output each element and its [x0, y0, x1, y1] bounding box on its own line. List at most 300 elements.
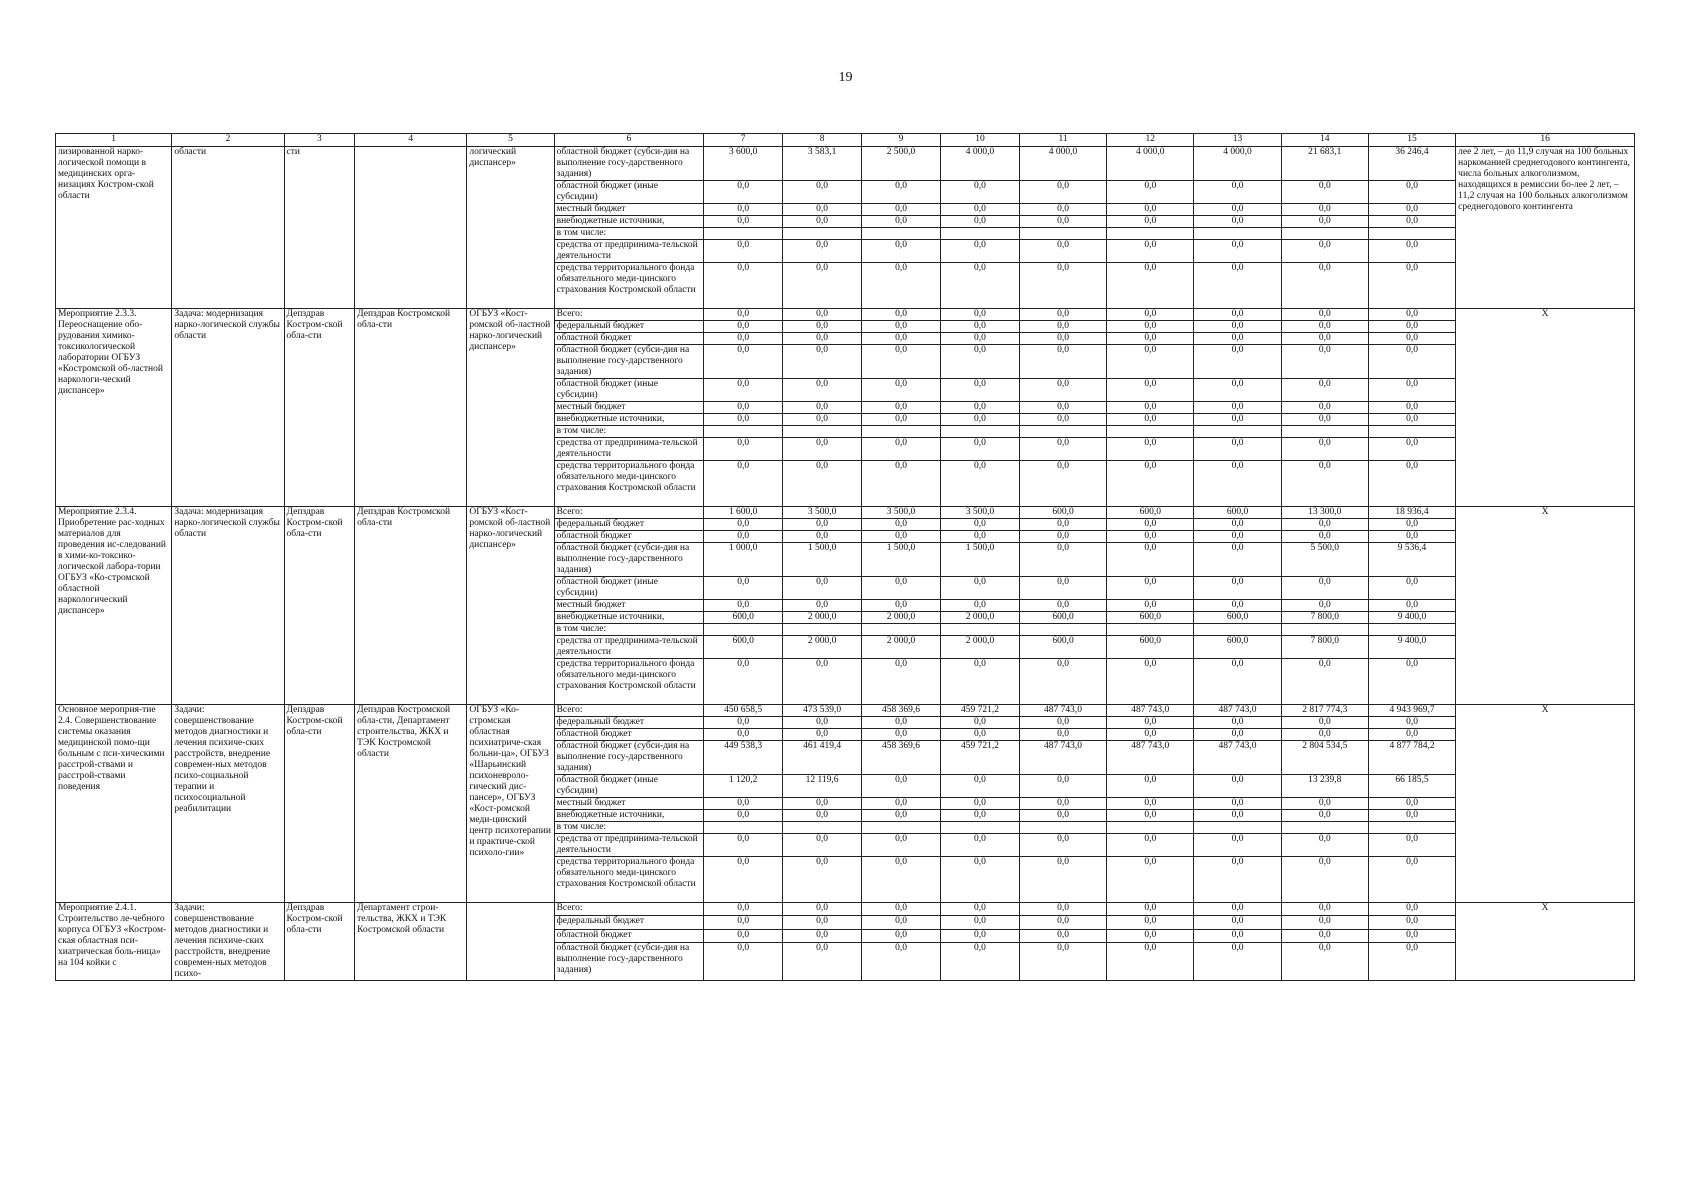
- amount-cell: 0,0: [940, 309, 1019, 321]
- amount-cell: 0,0: [1194, 402, 1281, 414]
- amount-cell: 0,0: [1368, 204, 1455, 216]
- amount-cell: 2 000,0: [940, 612, 1019, 624]
- amount-cell: [1107, 822, 1194, 834]
- cell-c3: сти: [284, 147, 355, 309]
- amount-cell: 0,0: [783, 717, 862, 729]
- amount-cell: 0,0: [940, 857, 1019, 903]
- amount-cell: [1107, 228, 1194, 240]
- amount-cell: 0,0: [1281, 798, 1368, 810]
- amount-cell: 0,0: [1107, 181, 1194, 204]
- amount-cell: 0,0: [1281, 943, 1368, 981]
- amount-cell: 0,0: [1281, 729, 1368, 741]
- amount-cell: 4 000,0: [1107, 147, 1194, 181]
- amount-cell: 0,0: [940, 775, 1019, 798]
- amount-cell: 0,0: [1107, 321, 1194, 333]
- amount-cell: 0,0: [1019, 857, 1106, 903]
- amount-cell: 0,0: [1194, 414, 1281, 426]
- funding-source-label: местный бюджет: [554, 402, 704, 414]
- amount-cell: 600,0: [1019, 636, 1106, 659]
- expected-result-cell: X: [1456, 507, 1635, 705]
- column-number-header: 13: [1194, 134, 1281, 147]
- amount-cell: 0,0: [783, 810, 862, 822]
- expected-result-cell: X: [1456, 903, 1635, 981]
- amount-cell: 0,0: [1019, 531, 1106, 543]
- amount-cell: [1107, 426, 1194, 438]
- amount-cell: 0,0: [1368, 216, 1455, 228]
- amount-cell: 0,0: [1281, 577, 1368, 600]
- amount-cell: 0,0: [940, 600, 1019, 612]
- amount-cell: [1019, 624, 1106, 636]
- amount-cell: 0,0: [1107, 240, 1194, 263]
- column-number-header: 6: [554, 134, 704, 147]
- amount-cell: 0,0: [1368, 834, 1455, 857]
- amount-cell: 0,0: [783, 204, 862, 216]
- amount-cell: 0,0: [704, 519, 783, 531]
- amount-cell: 0,0: [1107, 943, 1194, 981]
- funding-source-label: средства территориального фонда обязательного меди-цинского страхования Костромской области: [554, 461, 704, 507]
- amount-cell: 0,0: [783, 577, 862, 600]
- amount-cell: 600,0: [1194, 636, 1281, 659]
- funding-source-label: областной бюджет: [554, 929, 704, 942]
- column-number-header: 1: [56, 134, 172, 147]
- table-row: [56, 147, 1635, 181]
- amount-cell: 2 000,0: [783, 612, 862, 624]
- amount-cell: 0,0: [1194, 531, 1281, 543]
- amount-cell: 0,0: [1194, 600, 1281, 612]
- funding-source-label: Всего:: [554, 903, 704, 916]
- amount-cell: 0,0: [1019, 775, 1106, 798]
- expected-result-cell: X: [1456, 309, 1635, 507]
- amount-cell: 600,0: [1194, 507, 1281, 519]
- column-number-header: 10: [940, 134, 1019, 147]
- amount-cell: 0,0: [940, 345, 1019, 379]
- funding-source-label: областной бюджет (субси-дия на выполнение госу-дарственного задания): [554, 147, 704, 181]
- amount-cell: 0,0: [1107, 461, 1194, 507]
- amount-cell: 0,0: [1194, 659, 1281, 705]
- column-number-header: 12: [1107, 134, 1194, 147]
- amount-cell: 0,0: [783, 402, 862, 414]
- amount-cell: 0,0: [704, 379, 783, 402]
- amount-cell: 0,0: [1368, 461, 1455, 507]
- column-number-header: 3: [284, 134, 355, 147]
- amount-cell: 0,0: [783, 379, 862, 402]
- amount-cell: 0,0: [1194, 309, 1281, 321]
- cell-c5: ОГБУЗ «Кост-ромской об-ластной нарко-логический диспансер»: [467, 507, 554, 705]
- amount-cell: [704, 822, 783, 834]
- amount-cell: 0,0: [783, 659, 862, 705]
- table-row: [56, 507, 1635, 519]
- funding-source-label: Всего:: [554, 705, 704, 717]
- funding-source-label: внебюджетные источники,: [554, 612, 704, 624]
- amount-cell: 0,0: [940, 717, 1019, 729]
- amount-cell: 0,0: [1368, 659, 1455, 705]
- amount-cell: 1 500,0: [862, 543, 941, 577]
- amount-cell: 0,0: [1368, 402, 1455, 414]
- amount-cell: 0,0: [862, 903, 941, 916]
- amount-cell: [940, 228, 1019, 240]
- cell-c2: Задача: модернизация нарко-логической службы области: [172, 309, 284, 507]
- funding-source-label: в том числе:: [554, 624, 704, 636]
- cell-c1: Мероприятие 2.3.3. Переоснащение обо-рудования химико-токсикологической лаборатории ОГБУЗ «Костромской об-ластной наркологи-ческий диспансер»: [56, 309, 172, 507]
- amount-cell: 0,0: [1368, 345, 1455, 379]
- amount-cell: 0,0: [940, 577, 1019, 600]
- amount-cell: 0,0: [1281, 717, 1368, 729]
- amount-cell: 0,0: [862, 181, 941, 204]
- amount-cell: 0,0: [862, 263, 941, 309]
- cell-c1: Основное мероприя-тие 2.4. Совершенствование системы оказания медицинской помо-щи больным с пси-хическими расстрой-ствами и расстрой-ствами поведения: [56, 705, 172, 903]
- amount-cell: 0,0: [1107, 204, 1194, 216]
- amount-cell: 0,0: [1281, 240, 1368, 263]
- amount-cell: 0,0: [940, 204, 1019, 216]
- amount-cell: 0,0: [1281, 929, 1368, 942]
- amount-cell: 0,0: [704, 181, 783, 204]
- program-funding-table: [55, 133, 1635, 981]
- amount-cell: 0,0: [1368, 438, 1455, 461]
- amount-cell: 0,0: [940, 379, 1019, 402]
- amount-cell: 0,0: [1368, 321, 1455, 333]
- amount-cell: [1368, 624, 1455, 636]
- amount-cell: 0,0: [862, 729, 941, 741]
- amount-cell: 0,0: [1194, 181, 1281, 204]
- amount-cell: 0,0: [940, 461, 1019, 507]
- amount-cell: 0,0: [1107, 543, 1194, 577]
- amount-cell: 0,0: [783, 531, 862, 543]
- amount-cell: 0,0: [1368, 519, 1455, 531]
- amount-cell: 0,0: [940, 414, 1019, 426]
- column-number-header: 15: [1368, 134, 1455, 147]
- amount-cell: 0,0: [940, 916, 1019, 929]
- cell-c2: области: [172, 147, 284, 309]
- funding-source-label: областной бюджет (субси-дия на выполнение госу-дарственного задания): [554, 741, 704, 775]
- amount-cell: 0,0: [1281, 461, 1368, 507]
- amount-cell: 0,0: [1194, 461, 1281, 507]
- amount-cell: 0,0: [1107, 798, 1194, 810]
- amount-cell: [1281, 426, 1368, 438]
- amount-cell: [940, 426, 1019, 438]
- amount-cell: 0,0: [862, 309, 941, 321]
- amount-cell: 0,0: [1194, 903, 1281, 916]
- amount-cell: 0,0: [783, 729, 862, 741]
- cell-c2: Задачи: совершенствование методов диагностики и лечения психиче-ских расстройств, внедрение современ-ных методов психо-социальной терапии и психосоциальной реабилитации: [172, 705, 284, 903]
- amount-cell: 0,0: [1368, 916, 1455, 929]
- amount-cell: 0,0: [783, 216, 862, 228]
- amount-cell: 0,0: [940, 321, 1019, 333]
- amount-cell: 0,0: [783, 798, 862, 810]
- amount-cell: 0,0: [783, 263, 862, 309]
- amount-cell: 0,0: [940, 240, 1019, 263]
- amount-cell: 0,0: [1281, 916, 1368, 929]
- amount-cell: 0,0: [1194, 321, 1281, 333]
- amount-cell: 487 743,0: [1194, 705, 1281, 717]
- amount-cell: 0,0: [1368, 798, 1455, 810]
- amount-cell: 0,0: [1368, 857, 1455, 903]
- amount-cell: 7 800,0: [1281, 612, 1368, 624]
- amount-cell: 0,0: [1281, 379, 1368, 402]
- amount-cell: 4 000,0: [1194, 147, 1281, 181]
- amount-cell: 0,0: [783, 834, 862, 857]
- amount-cell: 0,0: [1107, 903, 1194, 916]
- amount-cell: 0,0: [1019, 810, 1106, 822]
- amount-cell: 0,0: [1107, 379, 1194, 402]
- funding-source-label: областной бюджет: [554, 729, 704, 741]
- cell-c4: Депздрав Костромской обла-сти, Департамент строительства, ЖКХ и ТЭК Костромской области: [355, 705, 467, 903]
- amount-cell: 0,0: [1107, 775, 1194, 798]
- amount-cell: 0,0: [783, 600, 862, 612]
- amount-cell: 0,0: [1107, 834, 1194, 857]
- column-number-row: [56, 134, 1635, 147]
- amount-cell: 3 583,1: [783, 147, 862, 181]
- amount-cell: 1 000,0: [704, 543, 783, 577]
- amount-cell: 0,0: [1019, 461, 1106, 507]
- amount-cell: 0,0: [1107, 531, 1194, 543]
- amount-cell: 0,0: [704, 333, 783, 345]
- cell-c3: Депздрав Костром-ской обла-сти: [284, 507, 355, 705]
- table-row: [56, 309, 1635, 321]
- amount-cell: [940, 822, 1019, 834]
- amount-cell: 0,0: [1281, 204, 1368, 216]
- amount-cell: 3 500,0: [783, 507, 862, 519]
- amount-cell: 0,0: [1281, 438, 1368, 461]
- amount-cell: 459 721,2: [940, 705, 1019, 717]
- amount-cell: 0,0: [704, 216, 783, 228]
- amount-cell: 0,0: [1194, 729, 1281, 741]
- amount-cell: 0,0: [1281, 857, 1368, 903]
- funding-source-label: областной бюджет (иные субсидии): [554, 379, 704, 402]
- amount-cell: 0,0: [1019, 438, 1106, 461]
- amount-cell: 0,0: [1194, 798, 1281, 810]
- funding-source-label: средства территориального фонда обязательного меди-цинского страхования Костромской области: [554, 857, 704, 903]
- cell-c4: Департамент строи-тельства, ЖКХ и ТЭК Костромской области: [355, 903, 467, 981]
- funding-source-label: областной бюджет (иные субсидии): [554, 181, 704, 204]
- amount-cell: 0,0: [862, 916, 941, 929]
- amount-cell: 0,0: [704, 263, 783, 309]
- cell-c3: Депздрав Костром-ской обла-сти: [284, 705, 355, 903]
- amount-cell: 0,0: [862, 204, 941, 216]
- amount-cell: 2 500,0: [862, 147, 941, 181]
- amount-cell: 0,0: [940, 834, 1019, 857]
- amount-cell: 0,0: [1019, 600, 1106, 612]
- amount-cell: 1 500,0: [940, 543, 1019, 577]
- amount-cell: 0,0: [704, 717, 783, 729]
- amount-cell: 5 500,0: [1281, 543, 1368, 577]
- amount-cell: 0,0: [1019, 181, 1106, 204]
- amount-cell: [862, 228, 941, 240]
- column-number-header: 8: [783, 134, 862, 147]
- amount-cell: 0,0: [1019, 414, 1106, 426]
- amount-cell: [704, 426, 783, 438]
- amount-cell: 0,0: [1281, 181, 1368, 204]
- amount-cell: 2 000,0: [783, 636, 862, 659]
- amount-cell: 0,0: [940, 903, 1019, 916]
- amount-cell: 0,0: [940, 798, 1019, 810]
- amount-cell: 0,0: [1107, 810, 1194, 822]
- funding-source-label: средства территориального фонда обязательного меди-цинского страхования Костромской области: [554, 263, 704, 309]
- amount-cell: 0,0: [1281, 216, 1368, 228]
- amount-cell: 0,0: [704, 810, 783, 822]
- amount-cell: 0,0: [1194, 438, 1281, 461]
- amount-cell: 600,0: [1194, 612, 1281, 624]
- amount-cell: 0,0: [1281, 810, 1368, 822]
- amount-cell: 0,0: [704, 321, 783, 333]
- funding-source-label: внебюджетные источники,: [554, 216, 704, 228]
- amount-cell: 0,0: [940, 333, 1019, 345]
- amount-cell: 0,0: [1019, 577, 1106, 600]
- amount-cell: 0,0: [1368, 729, 1455, 741]
- funding-source-label: областной бюджет (иные субсидии): [554, 775, 704, 798]
- funding-source-label: местный бюджет: [554, 204, 704, 216]
- amount-cell: 0,0: [1368, 181, 1455, 204]
- amount-cell: 0,0: [783, 240, 862, 263]
- funding-source-label: средства территориального фонда обязательного меди-цинского страхования Костромской области: [554, 659, 704, 705]
- amount-cell: 0,0: [1281, 519, 1368, 531]
- amount-cell: 0,0: [783, 519, 862, 531]
- amount-cell: 0,0: [1019, 402, 1106, 414]
- amount-cell: [1107, 624, 1194, 636]
- amount-cell: 0,0: [1019, 729, 1106, 741]
- amount-cell: 0,0: [862, 834, 941, 857]
- amount-cell: 13 239,8: [1281, 775, 1368, 798]
- amount-cell: 0,0: [1019, 333, 1106, 345]
- amount-cell: [1194, 228, 1281, 240]
- amount-cell: 0,0: [1281, 903, 1368, 916]
- amount-cell: 0,0: [1194, 775, 1281, 798]
- amount-cell: 0,0: [783, 903, 862, 916]
- amount-cell: 0,0: [862, 775, 941, 798]
- amount-cell: 0,0: [862, 600, 941, 612]
- page-number: 19: [838, 70, 853, 85]
- amount-cell: 0,0: [1019, 309, 1106, 321]
- funding-source-label: внебюджетные источники,: [554, 810, 704, 822]
- amount-cell: 0,0: [1194, 379, 1281, 402]
- amount-cell: 0,0: [1194, 240, 1281, 263]
- amount-cell: 0,0: [1107, 345, 1194, 379]
- amount-cell: 0,0: [1194, 543, 1281, 577]
- amount-cell: [1281, 822, 1368, 834]
- amount-cell: [1368, 426, 1455, 438]
- amount-cell: 0,0: [1019, 379, 1106, 402]
- amount-cell: 0,0: [862, 333, 941, 345]
- amount-cell: 0,0: [704, 414, 783, 426]
- amount-cell: 0,0: [1368, 600, 1455, 612]
- amount-cell: 0,0: [940, 438, 1019, 461]
- amount-cell: 0,0: [940, 810, 1019, 822]
- amount-cell: 9 400,0: [1368, 636, 1455, 659]
- amount-cell: 0,0: [862, 240, 941, 263]
- column-number-header: 16: [1456, 134, 1635, 147]
- amount-cell: 0,0: [862, 379, 941, 402]
- amount-cell: [1368, 228, 1455, 240]
- amount-cell: 458 369,6: [862, 741, 941, 775]
- amount-cell: 0,0: [783, 929, 862, 942]
- amount-cell: 0,0: [1194, 717, 1281, 729]
- cell-c2: Задачи: совершенствование методов диагностики и лечения психиче-ских расстройств, внедрение современ-ных методов психо-: [172, 903, 284, 981]
- amount-cell: 0,0: [1368, 240, 1455, 263]
- amount-cell: 0,0: [1019, 519, 1106, 531]
- amount-cell: 2 000,0: [940, 636, 1019, 659]
- amount-cell: 0,0: [704, 461, 783, 507]
- amount-cell: 0,0: [862, 321, 941, 333]
- amount-cell: 0,0: [704, 659, 783, 705]
- amount-cell: 487 743,0: [1107, 741, 1194, 775]
- amount-cell: 0,0: [862, 577, 941, 600]
- amount-cell: 0,0: [1368, 929, 1455, 942]
- amount-cell: [783, 228, 862, 240]
- amount-cell: 600,0: [704, 636, 783, 659]
- amount-cell: 0,0: [1019, 717, 1106, 729]
- cell-c2: Задача: модернизация нарко-логической службы области: [172, 507, 284, 705]
- cell-c3: Депздрав Костром-ской обла-сти: [284, 903, 355, 981]
- amount-cell: 0,0: [704, 531, 783, 543]
- amount-cell: 461 419,4: [783, 741, 862, 775]
- amount-cell: 4 000,0: [940, 147, 1019, 181]
- table-row: [56, 705, 1635, 717]
- amount-cell: 0,0: [1019, 543, 1106, 577]
- funding-source-label: средства от предпринима-тельской деятельности: [554, 834, 704, 857]
- amount-cell: 0,0: [783, 461, 862, 507]
- amount-cell: 600,0: [704, 612, 783, 624]
- amount-cell: [1194, 426, 1281, 438]
- amount-cell: 0,0: [862, 717, 941, 729]
- cell-c3: Депздрав Костром-ской обла-сти: [284, 309, 355, 507]
- amount-cell: 0,0: [1281, 345, 1368, 379]
- cell-c5: ОГБУЗ «Кост-ромской об-ластной нарко-логический диспансер»: [467, 309, 554, 507]
- amount-cell: 458 369,6: [862, 705, 941, 717]
- amount-cell: [1281, 228, 1368, 240]
- amount-cell: 0,0: [1107, 857, 1194, 903]
- amount-cell: 0,0: [783, 309, 862, 321]
- amount-cell: 0,0: [940, 519, 1019, 531]
- amount-cell: 0,0: [940, 729, 1019, 741]
- amount-cell: 0,0: [1107, 577, 1194, 600]
- amount-cell: 0,0: [1368, 379, 1455, 402]
- amount-cell: 0,0: [783, 345, 862, 379]
- amount-cell: 0,0: [1368, 943, 1455, 981]
- amount-cell: 0,0: [704, 402, 783, 414]
- amount-cell: 2 000,0: [862, 612, 941, 624]
- amount-cell: 21 683,1: [1281, 147, 1368, 181]
- funding-source-label: местный бюджет: [554, 798, 704, 810]
- column-number-header: 5: [467, 134, 554, 147]
- amount-cell: 0,0: [1368, 810, 1455, 822]
- funding-source-label: Всего:: [554, 309, 704, 321]
- amount-cell: [862, 624, 941, 636]
- amount-cell: 0,0: [1281, 263, 1368, 309]
- amount-cell: 4 943 969,7: [1368, 705, 1455, 717]
- amount-cell: 0,0: [1019, 834, 1106, 857]
- funding-source-label: федеральный бюджет: [554, 321, 704, 333]
- funding-source-label: Всего:: [554, 507, 704, 519]
- amount-cell: 0,0: [783, 333, 862, 345]
- amount-cell: 0,0: [862, 857, 941, 903]
- amount-cell: 449 538,3: [704, 741, 783, 775]
- amount-cell: 0,0: [704, 309, 783, 321]
- amount-cell: 487 743,0: [1019, 705, 1106, 717]
- amount-cell: 0,0: [1019, 943, 1106, 981]
- amount-cell: 0,0: [940, 263, 1019, 309]
- amount-cell: 7 800,0: [1281, 636, 1368, 659]
- funding-source-label: в том числе:: [554, 426, 704, 438]
- amount-cell: 0,0: [1194, 834, 1281, 857]
- amount-cell: 0,0: [1368, 717, 1455, 729]
- funding-source-label: внебюджетные источники,: [554, 414, 704, 426]
- amount-cell: 0,0: [862, 438, 941, 461]
- amount-cell: 0,0: [704, 929, 783, 942]
- amount-cell: 13 300,0: [1281, 507, 1368, 519]
- amount-cell: 4 877 784,2: [1368, 741, 1455, 775]
- amount-cell: 0,0: [862, 402, 941, 414]
- amount-cell: 0,0: [783, 414, 862, 426]
- column-number-header: 2: [172, 134, 284, 147]
